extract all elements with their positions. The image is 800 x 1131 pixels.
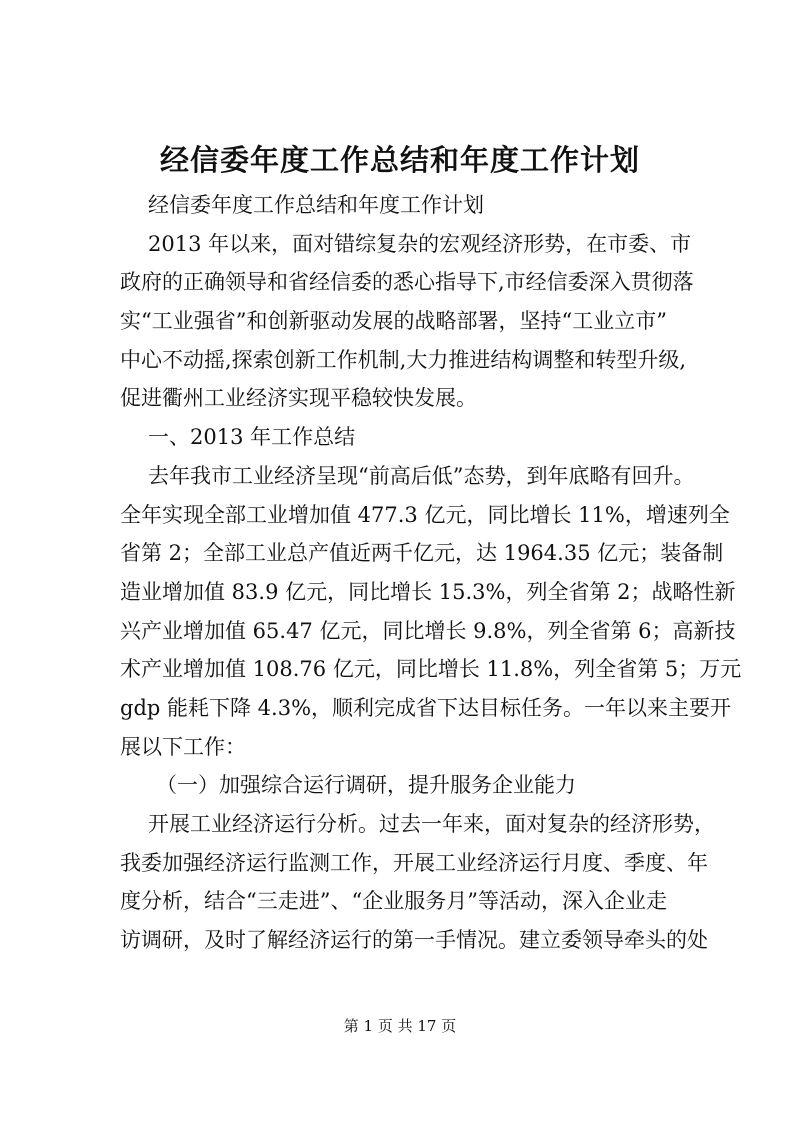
subtitle-line: 经信委年度工作总结和年度工作计划	[148, 193, 484, 217]
paragraph-line: 2013 年以来，面对错综复杂的宏观经济形势，在市委、市	[148, 231, 692, 256]
paragraph-line: 度分析，结合“三走进”、“企业服务月”等活动，深入企业走	[120, 889, 667, 914]
paragraph-line: 促进衢州工业经济实现平稳较快发展。	[120, 386, 477, 411]
paragraph-line: 开展工业经济运行分析。过去一年来，面对复杂的经济形势，	[148, 812, 715, 836]
section-heading: 一、2013 年工作总结	[148, 425, 356, 450]
paragraph-line: 中心不动摇,探索创新工作机制,大力推进结构调整和转型升级,	[120, 347, 687, 372]
paragraph-line: 全年实现全部工业增加值 477.3 亿元，同比增长 11%，增速列全	[120, 502, 730, 527]
paragraph-line: 实“工业强省”和创新驱动发展的战略部署，坚持“工业立市”	[120, 309, 667, 334]
paragraph-line: 政府的正确领导和省经信委的悉心指导下,市经信委深入贯彻落	[120, 270, 694, 295]
page-number: 第 1 页 共 17 页	[343, 1017, 457, 1035]
paragraph-line: 去年我市工业经济呈现“前高后低”态势，到年底略有回升。	[148, 463, 695, 488]
document-body	[120, 186, 742, 960]
paragraph-line: 我委加强经济运行监测工作，开展工业经济运行月度、季度、年	[120, 850, 708, 875]
subsection-heading: （一）加强综合运行调研，提升服务企业能力	[156, 773, 576, 798]
paragraph-line: 兴产业增加值 65.47 亿元，同比增长 9.8%，列全省第 6；高新技	[120, 618, 736, 643]
paragraph-line: 省第 2；全部工业总产值近两千亿元，达 1964.35 亿元；装备制	[120, 541, 724, 566]
document-title: 经信委年度工作总结和年度工作计划	[159, 143, 640, 177]
paragraph-line: 访调研，及时了解经济运行的第一手情况。建立委领导牵头的处	[120, 928, 708, 953]
paragraph-line: 造业增加值 83.9 亿元，同比增长 15.3%，列全省第 2；战略性新	[120, 579, 736, 604]
paragraph-line: 术产业增加值 108.76 亿元，同比增长 11.8%，列全省第 5；万元	[120, 657, 742, 682]
paragraph-line: 展以下工作：	[120, 734, 246, 759]
paragraph-line: gdp 能耗下降 4.3%，顺利完成省下达目标任务。一年以来主要开	[120, 695, 732, 720]
